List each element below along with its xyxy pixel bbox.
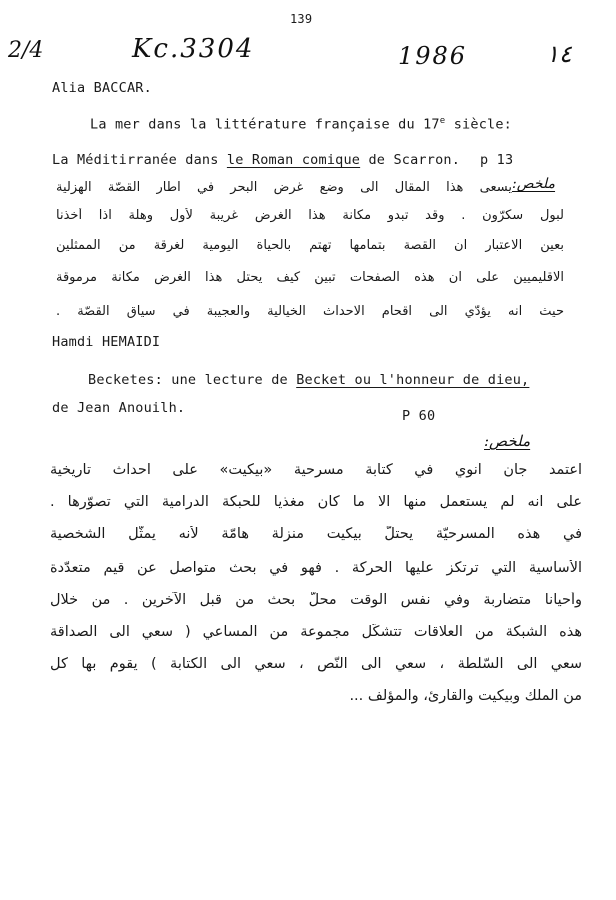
article2-page-ref: P 60 — [402, 408, 436, 424]
handwritten-number: ١٤ — [546, 40, 572, 68]
article2-summary-line: هذه الشبكة من العلاقات تتشكّل مجموعة من المساعي ( سعي الى الصداقة — [50, 624, 582, 640]
article2-play-title: Becket ou l'honneur de dieu, — [296, 372, 530, 388]
article1-title-line1 — [90, 116, 512, 133]
article1-summary-line: يسعى هذا المقال الى وضع غرض البحر في اطار القصّة الهزلية — [56, 180, 512, 195]
article2-title-start: Becketes: une lecture de — [88, 372, 297, 388]
article1-summary-line: بعين الاعتبار ان القصة بتمامها تهتم بالحياة اليومية لغرقة من الممثلين — [56, 238, 564, 253]
handwritten-reference: Kc.3304 — [132, 34, 255, 64]
article1-title-text: La mer dans la littérature française du 17 — [90, 116, 440, 133]
article2-summary-line: سعي الى السّلطة ، سعي الى النّص ، سعي الى الكتابة ) يقوم بها كل — [50, 656, 582, 672]
page-number: 139 — [290, 12, 313, 26]
article1-summary-line: حيث انه يؤدّي الى اقحام الاحداث الخيالية والعجيبة في سياق القصّة . — [56, 304, 564, 319]
article2-author: Hamdi HEMAIDI — [52, 334, 161, 350]
article2-summary-line: وأحيانا متضاربة وفي نفس الوقت محلّ بحث من قبل الآخرين . من خلال — [50, 592, 582, 608]
article2-summary-line: في هذه المسرحيّة يحتلّ بيكيت منزلة هامّة لأنه يمثّل الشخصية — [50, 526, 582, 542]
article1-title-line2-end: de Scarron. — [360, 152, 461, 168]
article2-summary-label: ملخص: — [484, 432, 531, 450]
handwritten-year: 1986 — [398, 42, 468, 70]
article1-title-line2 — [52, 152, 460, 168]
article1-summary-line: لبول سكرّون . وقد تبدو مكانة هذا الغرض غريبة لأول وهلة اذا أخذنا — [56, 208, 564, 223]
article2-title-line1 — [88, 372, 529, 388]
article1-summary-label: ملخص: — [512, 176, 556, 192]
article1-novel-title: le Roman comique — [226, 152, 361, 168]
article1-page-ref: p 13 — [480, 152, 514, 168]
article1-title-end: siècle: — [445, 116, 513, 133]
article2-summary-line: من الملك وبيكيت والقارئ، والمؤلف ... — [349, 688, 582, 704]
article1-summary-line: الاقليميين على ان هذه الصفحات تبين كيف يحتل هذا الغرض مكانة مرموقة — [56, 270, 564, 285]
article2-summary-line: على انه لم يستعمل منها الا ما كان مغذيا للحبكة الدرامية التي تصوّرها . — [50, 494, 582, 510]
article1-title-superscript: e — [439, 116, 446, 126]
article1-title-line2-start: La Méditirranée dans — [52, 152, 227, 168]
article2-summary-line: الأساسية التي ترتكز عليها الحركة . فهو في بحث متواصل عن قيم متعدّدة — [50, 560, 582, 576]
article2-title-line2: de Jean Anouilh. — [52, 400, 186, 416]
article1-author: Alia BACCAR. — [52, 80, 152, 96]
article2-summary-line: اعتمد جان آنوي في كتابة مسرحية «بيكيت» على احداث تاريخية — [50, 462, 582, 478]
handwritten-fraction: 2/4 — [8, 38, 44, 63]
